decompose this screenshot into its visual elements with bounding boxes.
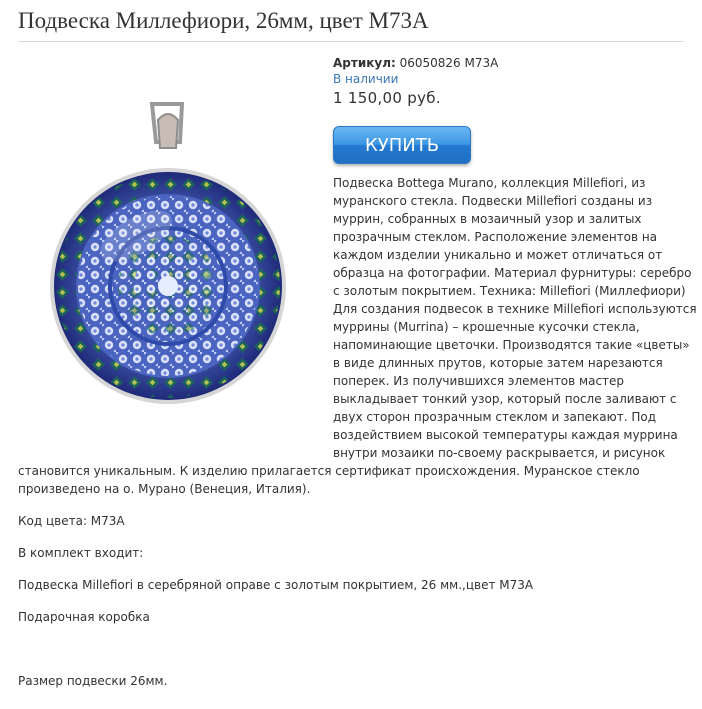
description-lead: [333, 174, 697, 462]
description-line: двух сторон прозрачным стеклом и запекают. Под: [333, 410, 657, 424]
sku-line: [333, 56, 498, 70]
description-line: муррин, собранных в мозаичный узор и залитых: [333, 212, 642, 226]
spacer: [18, 562, 688, 576]
description-line: в виде длинных прутов, которые затем нарезаются: [333, 356, 663, 370]
product-photo[interactable]: [18, 86, 318, 426]
description-line: образца на фотографии. Материал фурнитуры: серебро: [333, 266, 692, 280]
product-price: 1 150,00 руб.: [333, 89, 441, 107]
sku-value: 06050826 М73А: [395, 56, 499, 70]
description-line: становится уникальным. К изделию прилагается сертификат происхождения. Муранское стекло: [18, 464, 640, 478]
description-line: произведено на о. Мурано (Венеция, Италия).: [18, 482, 311, 496]
description-line: муранского стекла. Подвески Millefiori созданы из: [333, 194, 653, 208]
description-line: напоминающие цветочки. Производятся такие «цветы»: [333, 338, 690, 352]
product-title: Подвеска Миллефиори, 26мм, цвет М73А: [18, 8, 684, 42]
availability-status: В наличии: [333, 72, 399, 86]
kit-item: Подарочная коробка: [18, 610, 150, 624]
spacer: [18, 530, 688, 544]
description-continued: [18, 462, 688, 690]
description-line: с золотым покрытием. Техника: Millefiori (Миллефиори): [333, 284, 686, 298]
description-line: муррины (Murrina) – крошечные кусочки стекла,: [333, 320, 640, 334]
sku-label: Артикул:: [333, 56, 396, 70]
spacer: [18, 626, 688, 672]
kit-heading: В комплект входит:: [18, 546, 144, 560]
kit-item: Подвеска Millefiori в серебряной оправе с золотым покрытием, 26 мм.,цвет М73А: [18, 578, 534, 592]
description-line: поперек. Из получившихся элементов мастер: [333, 374, 625, 388]
buy-button[interactable]: КУПИТЬ: [333, 126, 471, 164]
spacer: [18, 594, 688, 608]
description-line: Для создания подвесок в технике Millefiori используются: [333, 302, 697, 316]
pendant-size: Размер подвески 26мм.: [18, 674, 168, 688]
description-line: внутри мозаики по-своему раскрывается, и рисунок: [333, 446, 666, 460]
color-code: Код цвета: М73А: [18, 514, 125, 528]
description-line: прозрачным стеклом. Расположение элементов на: [333, 230, 658, 244]
product-info: [333, 56, 498, 107]
spacer: [18, 498, 688, 512]
description-line: выкладывает тонкий узор, который после заливают с: [333, 392, 677, 406]
description-line: каждом изделии уникально и может отличаться от: [333, 248, 663, 262]
millefiori-pendant-image: [18, 86, 318, 426]
description-line: Подвеска Bottega Murano, коллекция Millefiori, из: [333, 176, 646, 190]
description-line: воздействием высокой температуры каждая муррина: [333, 428, 678, 442]
